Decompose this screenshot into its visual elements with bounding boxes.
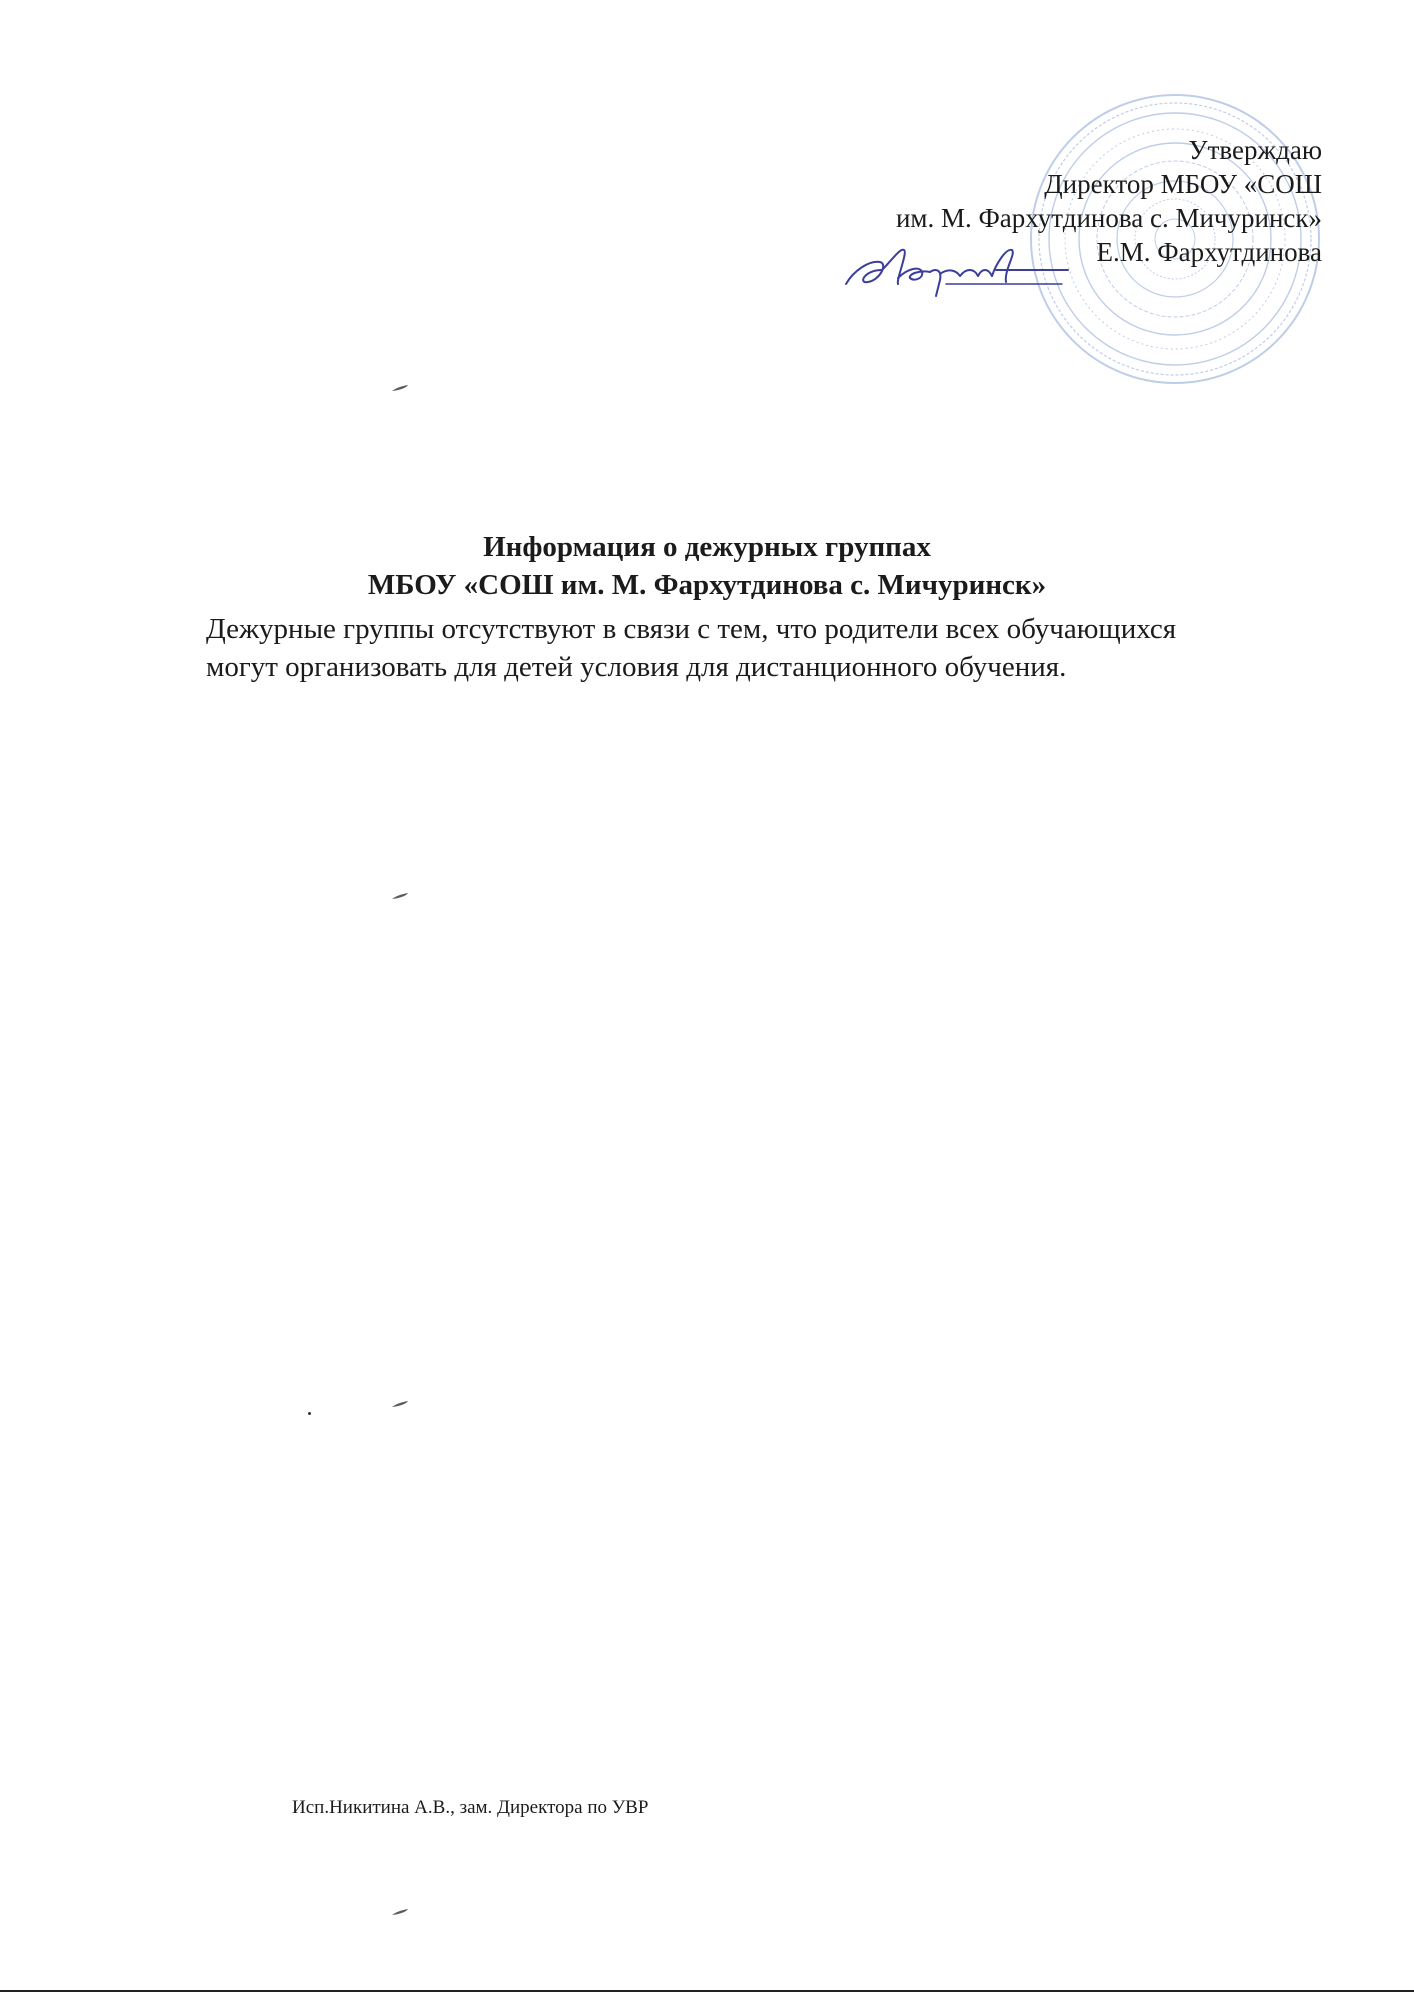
body-line-2: могут организовать для детей условия для дистанционного обучения. xyxy=(206,651,1067,683)
approval-heading: Утверждаю xyxy=(1188,135,1322,165)
approval-signatory-name: Е.М. Фархутдинова xyxy=(1096,237,1322,267)
approval-position: Директор МБОУ «СОШ xyxy=(1044,169,1322,199)
scan-bottom-edge xyxy=(0,1990,1414,1992)
scan-dot xyxy=(308,1412,311,1415)
scan-mark-icon xyxy=(390,1398,410,1410)
body-paragraph xyxy=(206,610,1346,686)
document-title xyxy=(0,528,1414,604)
scan-mark-icon xyxy=(390,890,410,902)
title-line-1: Информация о дежурных группах xyxy=(483,531,931,563)
approval-organization: им. М. Фархутдинова с. Мичуринск» xyxy=(895,203,1322,233)
executor-line: Исп.Никитина А.В., зам. Директора по УВР xyxy=(292,1797,649,1818)
title-line-2: МБОУ «СОШ им. М. Фархутдинова с. Мичуринск» xyxy=(367,569,1047,601)
handwritten-signature-icon xyxy=(836,240,1072,298)
scan-mark-icon xyxy=(390,382,410,394)
scan-mark-icon xyxy=(390,1906,410,1918)
body-line-1: Дежурные группы отсутствуют в связи с тем, что родители всех обучающихся xyxy=(206,613,1177,645)
